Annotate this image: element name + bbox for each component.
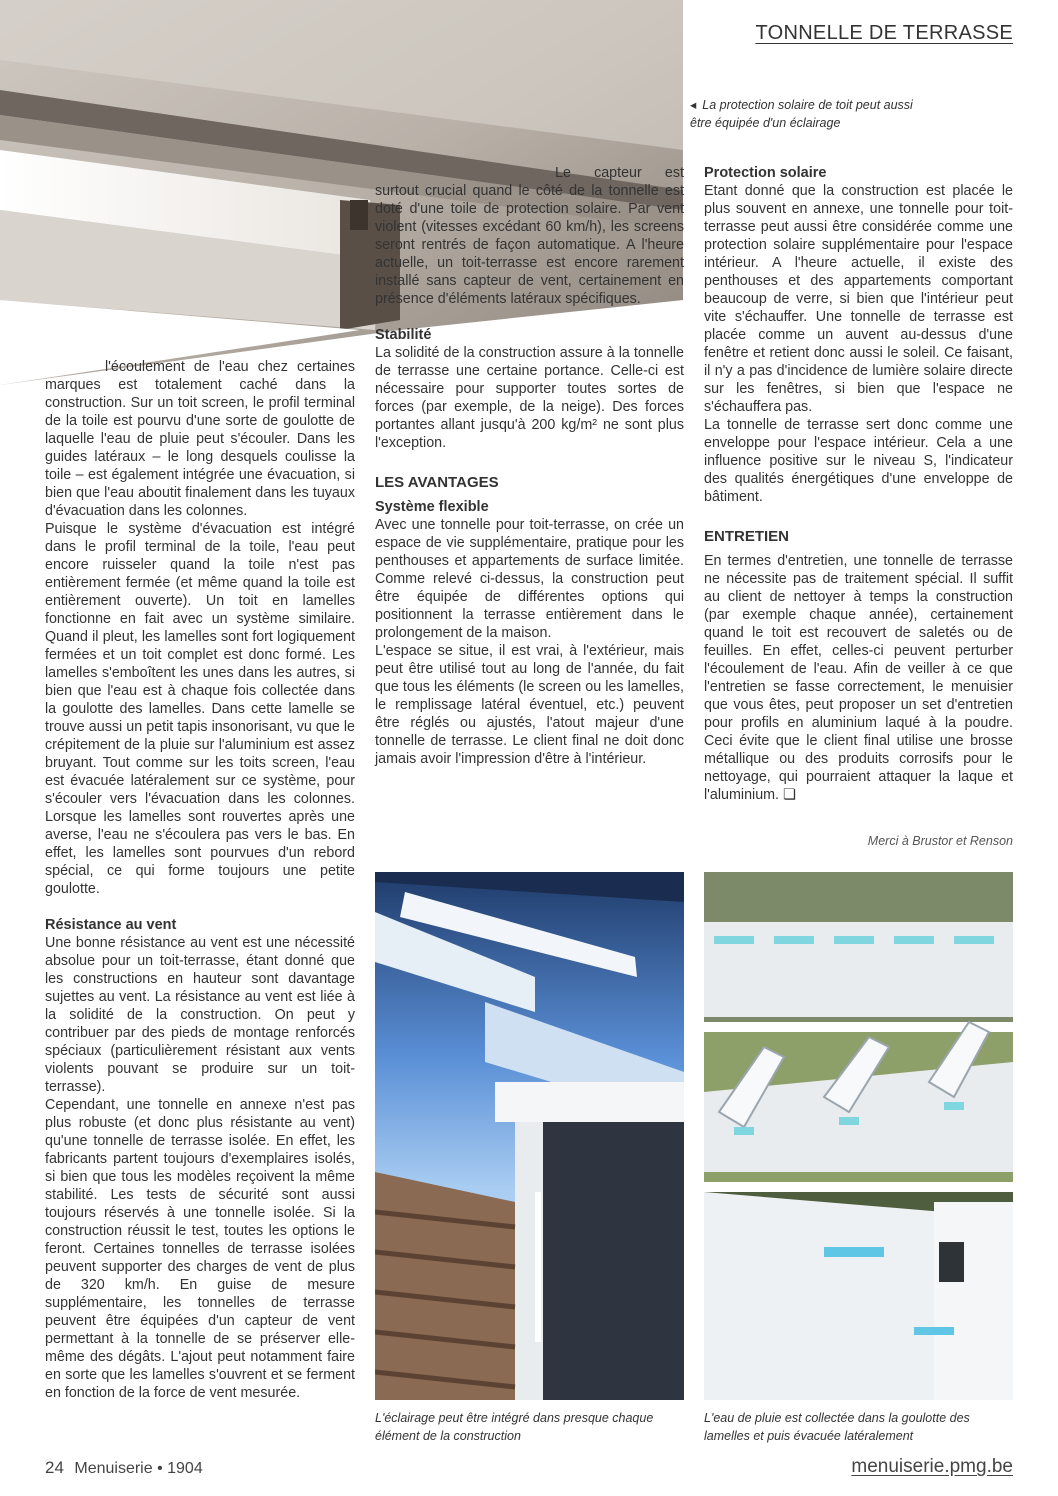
- paragraph: En termes d'entretien, une tonnelle de terrasse ne nécessite pas de traitement spécial. Il suffit au client de nettoyer à temps la construction (par exemple chaque année), certainement quand le toit est recouvert de saletés ou de feuilles. En effet, celles-ci peuvent perturber l'écoulement de l'eau. Afin de veiller à ce que l'entretien se fasse correctement, le menuisier que vous êtes, peut proposer un set d'entretien pour profils en aluminium laqué à la poudre. Ceci évite que le client final utilise une brosse métallique ou des produits corrosifs pour le nettoyage, qui pourraient attaquer la laque et l'aluminium. ❏: [704, 553, 1013, 803]
- paragraph: Puisque le système d'évacuation est intégré dans le profil terminal de la toile, l'eau peut encore ruisseler quand la toile n'est pas entièrement fermée (et même quand la toile est entièrement ouverte). Un toit en lamelles fonctionne en fait avec un système similaire. Quand il pleut, les lamelles sont fort logiquement fermées et un toit complet est donc formé. Les lamelles s'emboîtent les unes dans les autres, si bien que l'eau est à chaque fois collectée dans la goulotte des lamelles. Dans cette lamelle se trouve aussi un petit tapis insonorisant, vu que le crépitement de la pluie sur l'aluminium est assez bruyant. Tout comme sur les toits screen, l'eau est évacuée latéralement sur ce système, pour s'écouler vers l'évacuation dans les colonnes. Lorsque les lamelles sont rouvertes après une averse, l'eau ne s'écoulera pas vers le bas. En effet, les lamelles sont pourvues d'un rebord spécial, ce qui forme toujours une petite goulotte.: [45, 521, 355, 897]
- caption-arrow-icon: ◂: [690, 98, 697, 112]
- paragraph: Cependant, une tonnelle en annexe n'est pas plus robuste (et donc plus résistante au vent) qu'une tonnelle de terrasse isolée. En effet, les fabricants partent toujours d'exemplaires isolés, si bien que tous les modèles reçoivent la même stabilité. Les tests de sécurité sont aussi toujours réservés à une tonnelle isolée. Si la construction réussit le test, toutes les options le feront. Certaines tonnelles de terrasse isolées peuvent supporter des charges de vent de plus de 320 km/h. En guise de mesure supplémentaire, les tonnelles de terrasse peuvent être équipées d'un capteur de vent permettant à la tonnelle de se préserver elle-même des dégâts. L'ajout peut notamment faire en sorte que les lamelles s'ouvrent et se ferment en fonction de la force de vent mesurée.: [45, 1097, 355, 1401]
- credits: Merci à Brustor et Renson: [867, 834, 1013, 848]
- page-number: 24: [45, 1458, 64, 1477]
- paragraph: Avec une tonnelle pour toit-terrasse, on crée un espace de vie supplémentaire, pratique pour les penthouses et appartements de surface limitée. Comme relevé ci-dessus, la construction peut être équipée de différentes options qui positionnent la terrasse entièrement dans le prolongement de la maison.: [375, 517, 684, 641]
- heading-wind-resistance: Résistance au vent: [45, 917, 177, 933]
- photo-lighting: [375, 872, 684, 1400]
- column-left: [45, 358, 355, 1402]
- column-middle: [375, 164, 684, 768]
- heading-flexible-system: Système flexible: [375, 499, 489, 515]
- paragraph: Etant donné que la construction est placée le plus souvent en annexe, une tonnelle pour toit-terrasse peut aussi être considérée comme une protection solaire supplémentaire pour l'espace intérieur. A l'heure actuelle, il existe des penthouses et des appartements comportant beaucoup de verre, si bien que l'intérieur peut vite s'échauffer. Une tonnelle de terrasse est placée comme un auvent au-dessus d'une fenêtre et retient donc aussi le soleil. Ce faisant, il n'y a pas d'incidence de lumière solaire directe sur les fenêtres, si bien que l'espace ne s'échauffera pas.: [704, 183, 1013, 415]
- paragraph: Le capteur est surtout crucial quand le côté de la tonnelle est doté d'une toile de protection solaire. Par vent violent (vitesses excédant 60 km/h), les screens seront rentrés de façon automatique. A l'heure actuelle, un toit-terrasse est encore rarement installé sans capteur de vent, certainement en présence d'éléments latéraux spécifiques.: [375, 165, 684, 307]
- heading-advantages: LES AVANTAGES: [375, 474, 499, 491]
- paragraph: Une bonne résistance au vent est une nécessité absolue pour un toit-terrasse, étant donné que les constructions en hauteur sont davantage sujettes au vent. La résistance au vent est liée à la solidité de la construction. On peut y contribuer par des pieds de montage renforcés spéciaux (particulièrement résistant aux vents violents pouvant se produire sur un toit-terrasse).: [45, 935, 355, 1095]
- paragraph: La tonnelle de terrasse sert donc comme une enveloppe pour l'espace intérieur. Cela a une influence positive sur le niveau S, l'indicateur des qualités énergétiques d'une enveloppe de bâtiment.: [704, 417, 1013, 505]
- top-photo-caption: ◂ La protection solaire de toit peut aussi être équipée d'un éclairage: [690, 98, 913, 130]
- footer-page-info: [45, 1458, 203, 1478]
- column-right: [704, 164, 1013, 804]
- photo-drainage: [704, 872, 1013, 1400]
- paragraph: L'espace se situe, il est vrai, à l'extérieur, mais peut être utilisé tout au long de l'année, du fait que tous les éléments (le screen ou les lamelles, le remplissage latéral éventuel, etc.) peuvent être réglés ou ajustés, l'atout majeur d'une tonnelle de terrasse. Le client final ne doit donc jamais avoir l'impression d'être à l'intérieur.: [375, 643, 684, 767]
- heading-stability: Stabilité: [375, 327, 432, 343]
- photo-drainage-caption: L'eau de pluie est collectée dans la goulotte des lamelles et puis évacuée latéralement: [704, 1411, 970, 1443]
- heading-sun-protection: Protection solaire: [704, 165, 827, 181]
- heading-maintenance: ENTRETIEN: [704, 528, 790, 545]
- photo-lighting-caption: L'éclairage peut être intégré dans presque chaque élément de la construction: [375, 1411, 654, 1443]
- section-title: TONNELLE DE TERRASSE: [755, 22, 1013, 44]
- end-mark-icon: ❏: [783, 787, 796, 803]
- paragraph: l'écoulement de l'eau chez certaines marques est totalement caché dans la construction. Sur un toit screen, le profil terminal de la toile est pourvu d'une sorte de goulotte de laquelle l'eau de pluie peut s'écouler. Dans les guides latéraux – le long desquels coulisse la toile – est également intégrée une évacuation, si bien que l'eau aboutit finalement dans les tuyaux d'évacuation dans les colonnes.: [45, 359, 355, 519]
- website-link[interactable]: menuiserie.pmg.be: [851, 1456, 1013, 1477]
- magazine-issue: Menuiserie • 1904: [74, 1460, 203, 1477]
- paragraph: La solidité de la construction assure à la tonnelle de terrasse une certaine portance. Celle-ci est nécessaire pour supporter toutes sortes de forces (par exemple, de la neige). Des forces portantes allant jusqu'à 200 kg/m² ne sont plus l'exception.: [375, 345, 684, 451]
